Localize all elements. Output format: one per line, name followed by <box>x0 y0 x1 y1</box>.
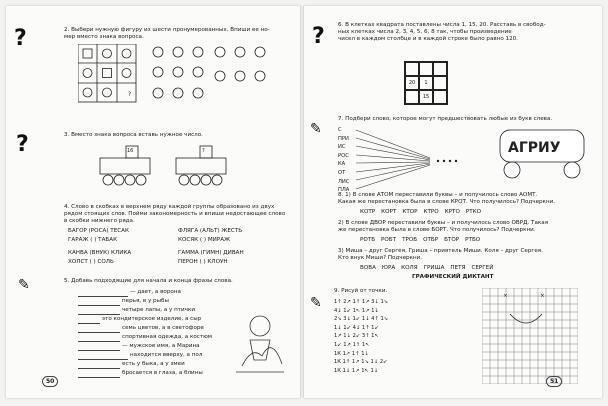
word-option[interactable]: РТКО <box>465 209 482 215</box>
task8-p3-line2: Кто внук Миши? Подчеркни. <box>338 255 423 261</box>
word-option[interactable]: КТОР <box>402 209 418 215</box>
task2-text-line2: мер вместо знака вопроса. <box>64 34 144 40</box>
smile-curve <box>510 314 542 323</box>
left-page <box>6 6 300 398</box>
task5-line: — дает, а ворона <box>130 289 181 295</box>
word-option[interactable]: ТРОБ <box>402 237 418 243</box>
prefix-letters <box>338 126 349 195</box>
page-number-left: 50 <box>42 376 58 387</box>
square-cell[interactable] <box>405 62 419 76</box>
word-option[interactable]: ОТБР <box>423 237 439 243</box>
square-cell[interactable] <box>433 76 447 90</box>
task8-p2-line1: 2) В слове ДВОР переставили буквы – и получилось слово ОВРД. Такая <box>338 220 549 226</box>
task5-line: спортивная одежда, а костюм <box>122 334 213 340</box>
task3-text: 3. Вместо знака вопроса вставь нужное число. <box>64 132 203 138</box>
task4-text-line3: в скобки нижнего ряда. <box>64 218 135 224</box>
prefix-letter: ОТ <box>338 169 346 176</box>
task4-row3-left: КАНВА (ВНУК) КЛИКА <box>68 250 132 256</box>
word-option[interactable]: РТБО <box>465 237 481 243</box>
number-square <box>404 61 448 105</box>
task4-row1-right: ФЛЯГА (АЛЬТ) ЖЕСТЬ <box>178 228 243 234</box>
task5-line: находится вверху, а пол <box>130 352 203 358</box>
word-option[interactable]: КОРТ <box>381 209 397 215</box>
step-row: 1↑ 2↗ 1↑ 1↗ 3↓ 1↘ <box>334 299 389 305</box>
right-page <box>304 6 602 398</box>
task5-line: перья, в у рыбы <box>122 298 169 304</box>
train-left-number: 16 <box>127 148 134 154</box>
word-option[interactable]: РОБТ <box>381 237 397 243</box>
task5-line: бросается в глаза, а блины <box>122 370 203 376</box>
step-row: 1↙ 1↗ 1↑ 1↖ <box>334 341 370 348</box>
square-cell[interactable] <box>433 90 447 104</box>
word-option[interactable]: ГРИША <box>423 265 445 271</box>
square-cell: 15 <box>419 90 433 104</box>
page-number-right: 51 <box>546 376 562 387</box>
svg-text:?: ? <box>128 91 132 98</box>
task4-text-line1: 4. Слово в скобках в верхнем ряду каждой группы образовано из двух <box>64 204 275 210</box>
figure-puzzle-illustration <box>78 44 274 106</box>
task4-row2-left[interactable]: ГАРАЖ ( ) ТАБАК <box>68 237 118 243</box>
task5-line: — мужское имя, а Марина <box>122 343 200 349</box>
task5-text: 5. Добавь подходящие для начала и конца фразы слова. <box>64 278 233 284</box>
prefix-letter: КА <box>338 161 346 168</box>
task8-options-1 <box>360 209 487 216</box>
start-mark-2: × <box>540 293 545 299</box>
square-cell: 20 <box>405 76 419 90</box>
train-right-number: ? <box>202 148 205 154</box>
word-option[interactable]: ПЕТЯ <box>450 265 466 271</box>
task7-text: 7. Подбери слово, которое могут предшествовать любые из букв слева. <box>338 116 553 122</box>
word-option[interactable]: БТОР <box>444 237 460 243</box>
square-cell[interactable]: 1 <box>419 76 433 90</box>
task6-text-line1: 6. В клетках квадрата поставлены числа 1, 15, 20. Расставь в свобод- <box>338 22 546 28</box>
square-cell[interactable] <box>419 62 433 76</box>
start-mark-1: × <box>503 293 508 299</box>
task4-row1-left: БАГОР (РОСА) ТЕСАК <box>68 228 129 234</box>
fan-lines-diagram <box>354 128 474 198</box>
task8-p3-line1: 3) Миша – друг Сергея, Гриша – приятель Миши. Коля – друг Сергея. <box>338 248 543 254</box>
word-option[interactable]: КТРО <box>423 209 439 215</box>
dictation-heading: ГРАФИЧЕСКИЙ ДИКТАНТ <box>412 274 494 280</box>
word-option[interactable]: КОЛЯ <box>401 265 418 271</box>
task5-line: четыре лапы, а у птички <box>122 307 195 313</box>
step-row: 1К 1↑ 1↗ 1↘ 1↓ 2↙ <box>334 359 388 366</box>
word-option[interactable]: КОТР <box>360 209 376 215</box>
task8-options-3 <box>360 265 499 272</box>
square-cell[interactable] <box>405 90 419 104</box>
task8-p1-line2: Какая же перестановка была в слове КРОТ. Что получилось? Подчеркни. <box>338 199 556 205</box>
task8-p2-line2: же перестановка была в слове БОРТ. Что получилось? Подчеркни. <box>338 227 536 233</box>
word-option[interactable]: СЕРГЕЙ <box>471 265 494 271</box>
task4-row4-right[interactable]: ПЕРОН ( ) КЛОУН <box>178 259 228 265</box>
word-option[interactable]: КРТО <box>444 209 460 215</box>
task5-line: это кондитерское изделие, а сыр <box>102 316 202 322</box>
pen-icon-3: ✎ <box>310 295 322 311</box>
task4-row3-right: ГАММА (ГИМН) ДИВАН <box>178 250 244 256</box>
step-row: 2↘ 3↓ 1↙ 1↓ 4↑ 1↘ <box>334 316 389 323</box>
task8-options-2 <box>360 237 486 244</box>
prefix-letter: РОС <box>338 152 349 159</box>
pen-icon-2: ✎ <box>310 121 322 137</box>
question-mark-icon-2: ? <box>16 132 29 157</box>
prefix-letter: ПЛА <box>338 187 350 194</box>
question-mark-icon: ? <box>14 26 27 51</box>
square-cell[interactable] <box>433 62 447 76</box>
cartoon-letters-illustration <box>496 124 588 182</box>
task4-row2-right[interactable]: КОСЯК ( ) МИРАЖ <box>178 237 231 243</box>
prefix-letter: ЛИС <box>338 178 350 185</box>
step-row: 1↗ 1↓ 2↙ 3↑ 1↖ <box>334 333 379 340</box>
word-option[interactable]: ВОВА <box>360 265 376 271</box>
task5-line: есть у быка, а у змеи <box>122 361 185 367</box>
task6-text-line3: чисел в каждом столбце и в каждой строке было равно 120. <box>338 36 518 42</box>
question-mark-icon-3: ? <box>312 24 325 49</box>
step-row: 1К 1↓ 1↗ 1↖ 1↓ <box>334 367 379 374</box>
task9-text: 9. Рисуй от точки. <box>334 288 388 294</box>
pen-icon: ✎ <box>18 277 30 293</box>
prefix-letter: ПРИ <box>338 135 349 142</box>
word-option[interactable]: РОТБ <box>360 237 376 243</box>
cartoon-word: АГРИУ <box>508 140 561 156</box>
task4-text-line2: рядом стоящих слов. Пойми закономерность и впиши недостающее слово <box>64 211 286 217</box>
drawing-grid[interactable] <box>482 288 578 384</box>
step-row: 1↓ 1↙ 4↓ 1↑ 1↙ <box>334 324 379 331</box>
task4-row4-left[interactable]: ХОЛСТ ( ) СОЛЬ <box>68 259 114 265</box>
step-row: 1К 1↗ 1↑ 1↓ <box>334 350 369 357</box>
step-row: 4↓ 1↙ 1↖ 1↗ 1↓ <box>334 307 379 314</box>
prefix-letter: ИС <box>338 144 346 151</box>
task6-text-line2: ных клетках числа 2, 3, 4, 5, 6, 8 так, чтобы произведение <box>338 29 512 35</box>
dictation-steps <box>334 298 388 375</box>
task8-p1-line1: 8. 1) В слове АТОМ переставили буквы – и получилось слово АОМТ. <box>338 192 538 198</box>
prefix-letter: С <box>338 127 342 133</box>
word-option[interactable]: ЮРА <box>381 265 396 271</box>
train-puzzle-illustration <box>88 144 238 192</box>
task5-line: семь цветов, а в светофоре <box>122 325 204 331</box>
task2-text-line1: 2. Выбери нужную фигуру из шести пронумерованных. Впиши ее но- <box>64 27 270 33</box>
cartoon-illustration <box>232 296 288 376</box>
